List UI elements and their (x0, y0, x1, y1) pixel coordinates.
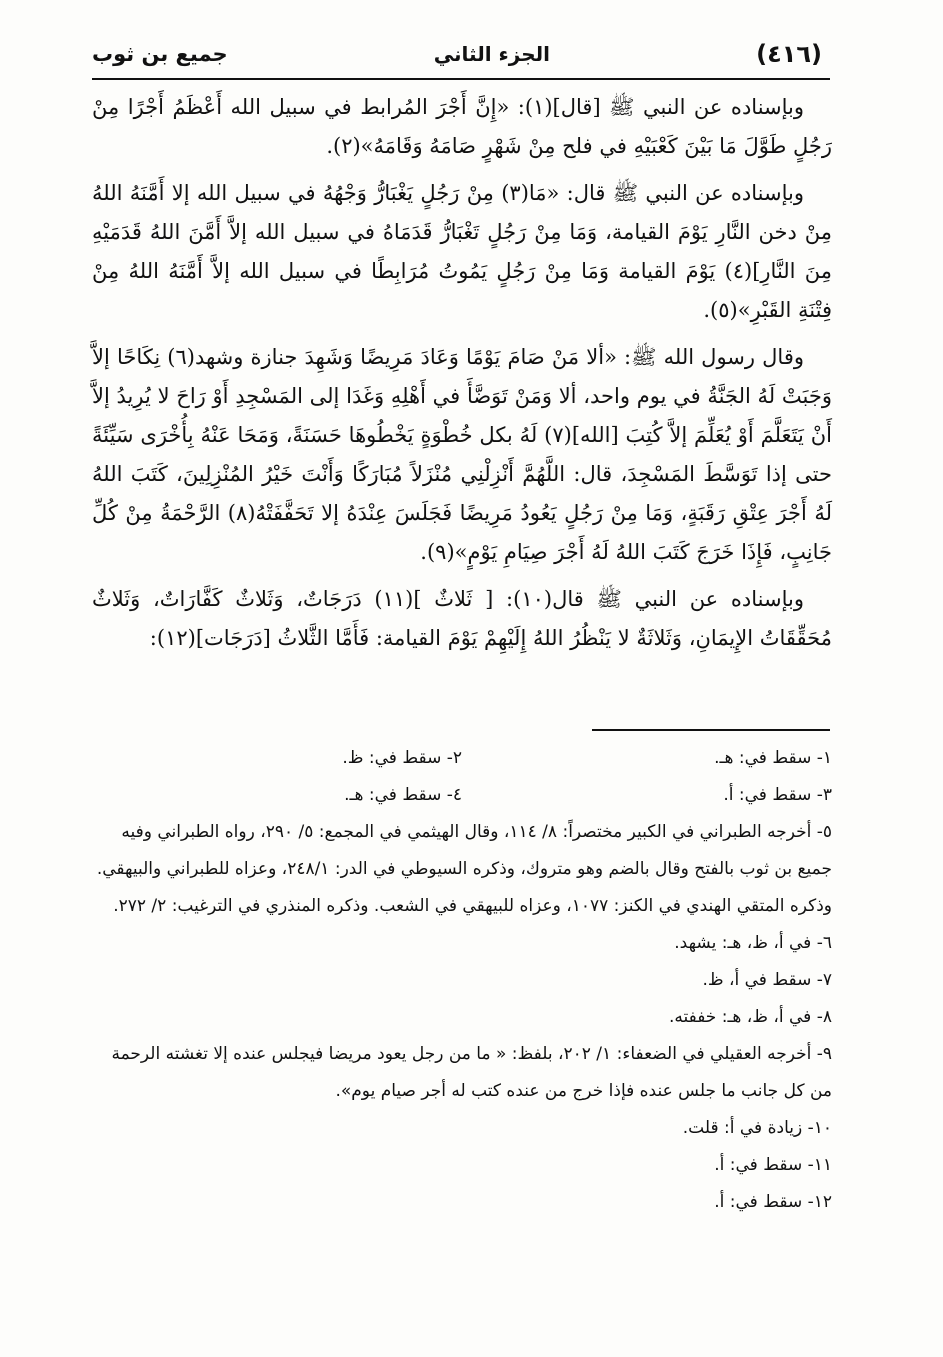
footnote: ٥- أخرجه الطبراني في الكبير مختصراً: ٨/ ١١٤، وقال الهيثمي في المجمع: ٥/ ٢٩٠، رواه الطبراني وفيه جميع بن ثوب بالفتح وقال بالضم وهو متروك، وذكره السيوطي في الدر: ٢٤٨/١، وعزاه للطبراني والبيهقي. وذكره المتقي الهندي في الكنز: ١٠٧٧، وعزاه للبيهقي في الشعب. وذكره المنذري في الترغيب: ٢/ ٢٧٢. (96, 822, 832, 916)
footnote: ٧- سقط في أ، ظ. (702, 970, 832, 990)
running-title-volume: الجزء الثاني (433, 42, 550, 66)
footnote: ١- سقط في: هـ. (714, 748, 832, 768)
page-number: (٤١٦) (756, 40, 822, 68)
footnote: ٣- سقط في: أ. (723, 785, 832, 805)
footnote: ٩- أخرجه العقيلي في الضعفاء: ١/ ٢٠٢، بلفظ: « ما من رجل يعود مريضا فيجلس عنده إلا تغشته الرحمة من كل جانب ما جلس عنده فإذا خرج من عنده كتب له أجر صيام يوم». (111, 1044, 832, 1101)
footnote: ١١- سقط في: أ. (714, 1155, 832, 1175)
paragraph: وقال رسول الله ﷺ: «ألا مَنْ صَامَ يَوْمًا وَعَادَ مَرِيضًا وَشَهِدَ جنازة وشهد(٦) نِكَاحًا إلاَّ وَجَبَتْ لَهُ الجَنَّةُ في يوم واحد، ألا وَمَنْ تَوَضَّأَ في أَهْلِهِ وَغَدَا إلى المَسْجِدِ أَوْ رَاحَ لا يُرِيدُ إلاَّ أَنْ يَتَعَلَّمَ أَوْ يُعَلِّمَ إلاَّ كُتِبَ [الله](٧) لَهُ بكل خُطْوَةٍ يَخْطُوهَا حَسَنَةً، وَمَحَا عَنْهُ بِأُخْرَى سَيِّئَةً حتى إذا تَوَسَّطَ المَسْجِدَ، قال: اللَّهُمَّ أَنْزِلْنِي مُنْزَلاً مُبَارَكًا وَأَنْتَ خَيْرُ المُنْزِلِينَ، كَتَبَ اللهُ لَهُ أَجْرَ عِتْقِ رَقَبَةٍ، وَمَا مِنْ رَجُلٍ يَعُودُ مَرِيضًا فَجَلَسَ عِنْدَهُ إلا تَحَفَّفَتْهُ(٨) الرَّحْمَةُ مِنْ كُلِّ جَانِبٍ، فَإِذَا خَرَجَ كَتَبَ اللهُ لَهُ أَجْرَ صِيَامِ يَوْمٍ»(٩). (92, 345, 832, 564)
footnote: ٢- سقط في: ظ. (342, 748, 462, 768)
paragraph: وبإسناده عن النبي ﷺ [قال](١): «إِنَّ أَجْرَ المُرابط في سبيل الله أَعْظَمُ أَجْرًا مِنْ رَجُلٍ طَوَّلَ مَا بَيْنَ كَعْبَيْهِ في فلح مِنْ شَهْرٍ صَامَهُ وَقَامَهُ»(٢). (92, 95, 832, 158)
footnote: ١٠- زيادة في أ: قلت. (682, 1118, 832, 1138)
page-header (92, 34, 822, 74)
footnote-row (92, 777, 832, 814)
footnote-divider (592, 729, 830, 731)
running-title-author: جميع بن ثوب (92, 42, 228, 66)
footnote: ٨- في أ، ظ، هـ: خففته. (668, 1007, 832, 1027)
footnote: ١٢- سقط في: أ. (714, 1192, 832, 1212)
paragraph: وبإسناده عن النبي ﷺ قال(١٠): [ ثَلاثٌ ](١١) دَرَجَاتٌ، وَثَلاثٌ كَفَّارَاتٌ، وَثَلاثٌ مُحَقِّقَاتُ الإِيمَانِ، وَثَلاثَةٌ لا يَنْظُرُ اللهُ إِلَيْهِمْ يَوْمَ القيامة: فَأَمَّا الثَّلاثُ [دَرَجَات](١٢): (92, 587, 832, 650)
footnote-row (92, 740, 832, 777)
header-divider (92, 78, 830, 80)
footnotes (92, 740, 832, 1221)
footnote: ٦- في أ، ظ، هـ: يشهد. (674, 933, 832, 953)
footnote: ٤- سقط في: هـ. (344, 785, 462, 805)
paragraph: وبإسناده عن النبي ﷺ قال: «مَا(٣) مِنْ رَجُلٍ يَغْبَارُّ وَجْهُهُ في سبيل الله إلا أَمَّنَهُ اللهُ مِنْ دخن النَّارِ يَوْمَ القيامة، وَمَا مِنْ رَجُلٍ تَغْبَارُّ قَدَمَاهُ في سبيل الله إلاَّ أَمَّنَ اللهُ قَدَمَيْهِ مِنَ النَّارِ](٤) يَوْمَ القيامة وَمَا مِنْ رَجُلٍ يَمُوتُ مُرَابِطًا في سبيل الله إلاَّ أَمَّنَهُ اللهُ مِنْ فِتْنَةِ القَبْرِ»(٥). (92, 181, 833, 322)
main-text (92, 88, 832, 666)
